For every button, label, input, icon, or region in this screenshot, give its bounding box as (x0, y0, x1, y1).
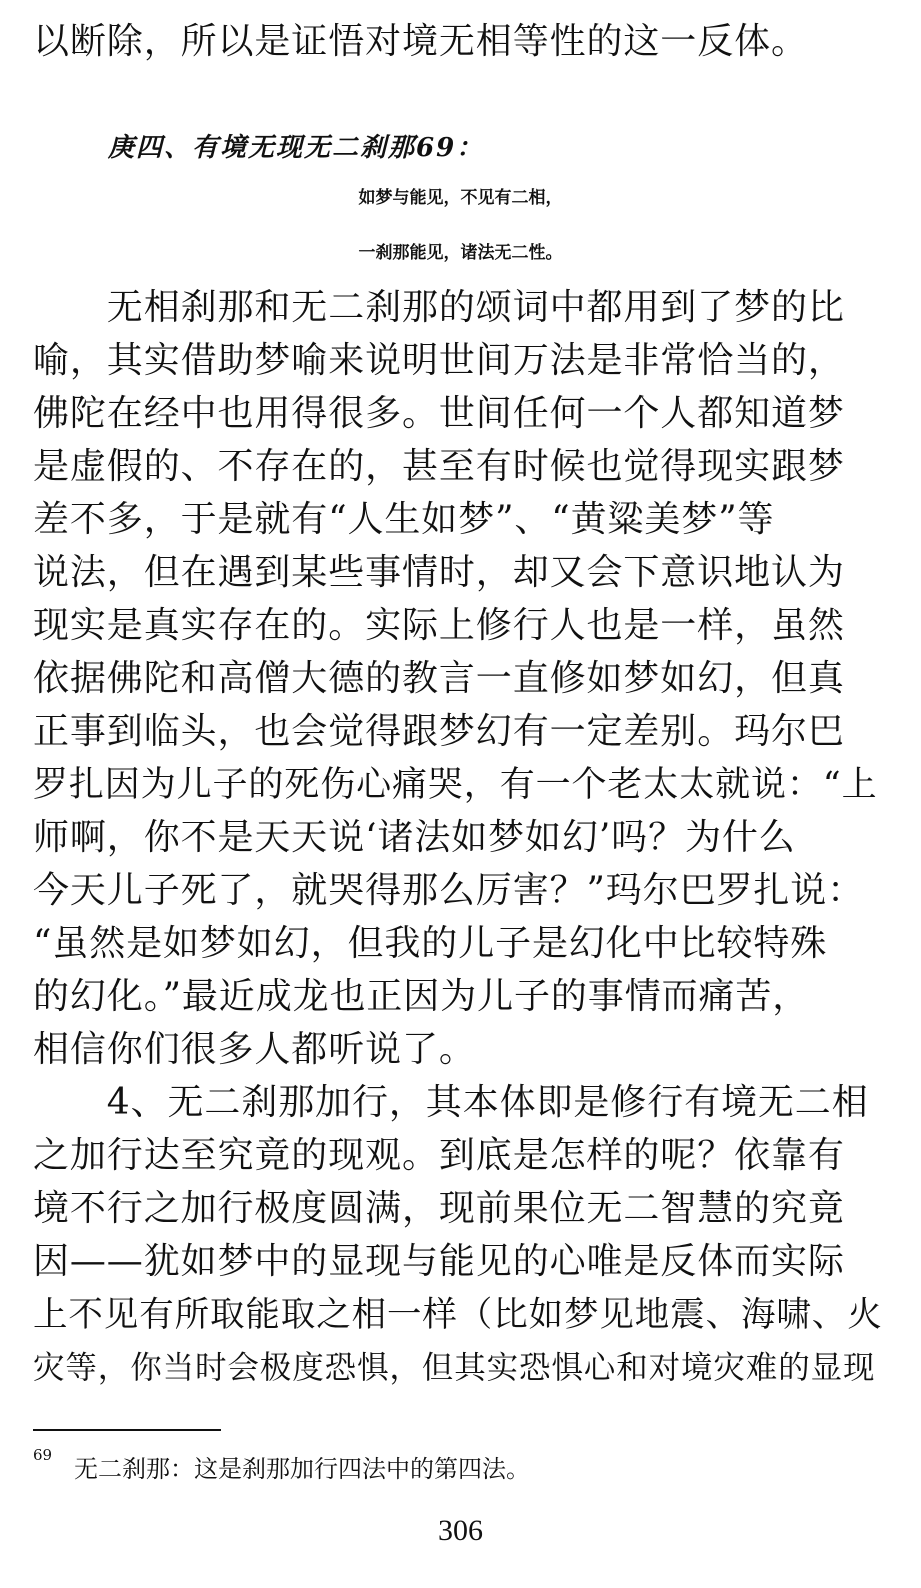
body-line: 喻，其实借助梦喻来说明世间万法是非常恰当的， (33, 340, 845, 381)
footnote-text: 无二刹那：这是刹那加行四法中的第四法。 (74, 1455, 530, 1483)
verse-line: 一刹那能见，诸法无二性。 (358, 243, 563, 263)
body-line: 正事到临头，也会觉得跟梦幻有一定差别。玛尔巴 (33, 711, 845, 752)
body-line: “虽然是如梦如幻，但我的儿子是幻化中比较特殊 (33, 923, 828, 964)
page-number: 306 (438, 1514, 483, 1547)
body-line: 说法，但在遇到某些事情时，却又会下意识地认为 (33, 552, 845, 593)
footnote-divider (33, 1429, 221, 1431)
body-line: 之加行达至究竟的现观。到底是怎样的呢？依靠有 (33, 1135, 845, 1176)
body-line: 罗扎因为儿子的死伤心痛哭，有一个老太太就说：“上 (33, 765, 878, 805)
verse-line: 如梦与能见，不见有二相， (358, 188, 563, 208)
footnote-number: 69 (33, 1446, 53, 1464)
body-line: 灾等，你当时会极度恐惧，但其实恐惧心和对境灾难的显现 (33, 1350, 876, 1386)
body-line: 依据佛陀和高僧大德的教言一直修如梦如幻，但真 (33, 658, 845, 699)
body-line: 境不行之加行极度圆满，现前果位无二智慧的究竟 (33, 1188, 845, 1229)
body-line: 相信你们很多人都听说了。 (33, 1029, 476, 1070)
body-line: 差不多，于是就有“人生如梦”、“黄粱美梦”等 (33, 499, 775, 540)
body-line: 因——犹如梦中的显现与能见的心唯是反体而实际 (33, 1241, 845, 1282)
body-line: 师啊，你不是天天说‘诸法如梦如幻’吗？为什么 (33, 817, 796, 858)
body-line: 上不见有所取能取之相一样（比如梦见地震、海啸、火 (33, 1295, 883, 1335)
body-line: 现实是真实存在的。实际上修行人也是一样，虽然 (33, 605, 845, 646)
body-line: 的幻化。”最近成龙也正因为儿子的事情而痛苦， (33, 976, 810, 1017)
body-line: 今天儿子死了，就哭得那么厉害？”玛尔巴罗扎说： (33, 870, 865, 911)
section-heading: 庚四、有境无现无二刹那69： (108, 133, 485, 163)
body-line: 无相刹那和无二刹那的颂词中都用到了梦的比 (33, 287, 845, 328)
body-line: 佛陀在经中也用得很多。世间任何一个人都知道梦 (33, 393, 845, 434)
body-line: 4、无二刹那加行，其本体即是修行有境无二相 (33, 1082, 869, 1123)
top-text-line: 以断除，所以是证悟对境无相等性的这一反体。 (33, 21, 808, 62)
body-line: 是虚假的、不存在的，甚至有时候也觉得现实跟梦 (33, 446, 845, 487)
